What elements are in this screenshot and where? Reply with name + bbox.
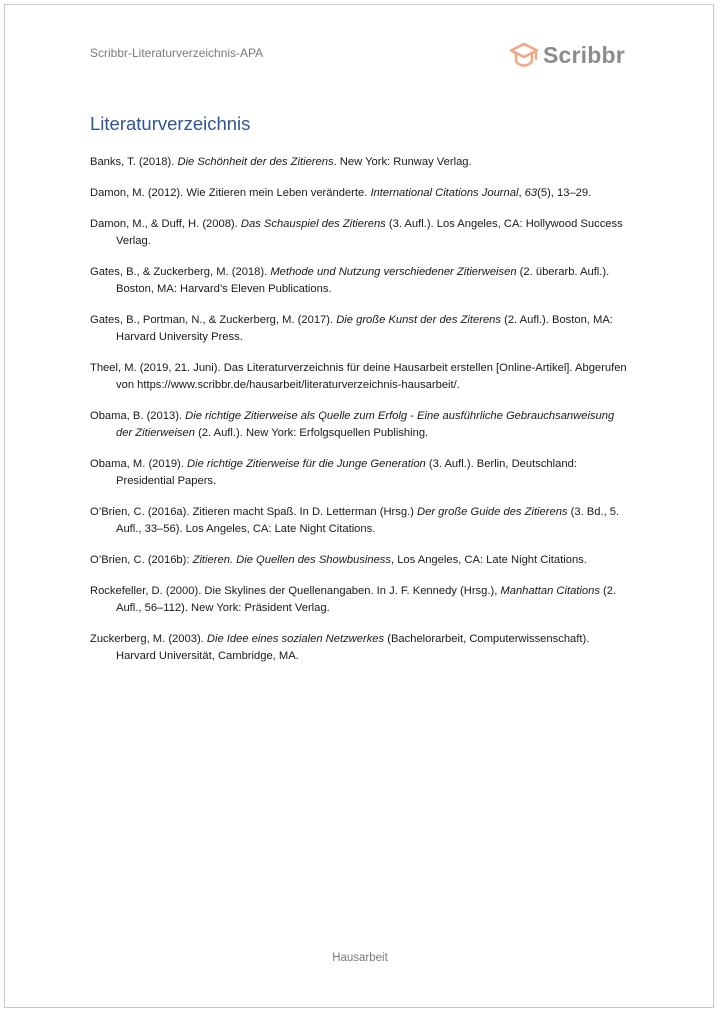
reference-entry bbox=[90, 185, 630, 202]
graduation-cap-icon bbox=[509, 41, 539, 69]
reference-entry bbox=[90, 631, 630, 665]
reference-text: Banks, T. (2018). bbox=[90, 156, 178, 168]
reference-text: Gates, B., & Zuckerberg, M. (2018). bbox=[90, 266, 271, 278]
reference-text: Zuckerberg, M. (2003). bbox=[90, 633, 207, 645]
reference-text: . New York: Runway Verlag. bbox=[333, 156, 472, 168]
reference-entry bbox=[90, 583, 630, 617]
reference-text: Obama, M. (2019). bbox=[90, 458, 187, 470]
reference-text: (3. Bd., 5. Aufl., 33–56). Los Angeles, CA: Late Night Citations. bbox=[116, 506, 620, 535]
reference-entry bbox=[90, 216, 630, 250]
reference-text: Rockefeller, D. (2000). Die Skylines der Quellenangaben. In J. F. Kennedy (Hrsg.), bbox=[90, 585, 501, 597]
reference-text: Obama, B. (2013). bbox=[90, 410, 186, 422]
document-header-title: Scribbr-Literaturverzeichnis-APA bbox=[90, 46, 264, 60]
reference-text: (2. überarb. Aufl.). Boston, MA: Harvard’s Eleven Publications. bbox=[116, 266, 610, 295]
reference-text: O’Brien, C. (2016b): bbox=[90, 554, 193, 566]
reference-italic-text: Die große Kunst der des Ziterens bbox=[336, 314, 501, 326]
reference-text: (Bachelorarbeit, Computerwissenschaft). Harvard Universität, Cambridge, MA. bbox=[116, 633, 590, 662]
reference-italic-text: Das Schauspiel des Zitierens bbox=[240, 218, 386, 230]
reference-italic-text: 63 bbox=[524, 187, 538, 199]
reference-text: (3. Aufl.). Los Angeles, CA: Hollywood Success Verlag. bbox=[116, 218, 623, 247]
reference-italic-text: Der große Guide des Zitierens bbox=[417, 506, 568, 518]
scribbr-logo bbox=[509, 40, 625, 70]
reference-entry bbox=[90, 360, 630, 394]
reference-entry bbox=[90, 456, 630, 490]
reference-italic-text: International Citations Journal bbox=[370, 187, 519, 199]
reference-italic-text: Die richtige Zitierweise für die Junge Generation bbox=[187, 458, 426, 470]
page-title: Literaturverzeichnis bbox=[90, 113, 251, 134]
reference-italic-text: Die Idee eines sozialen Netzwerkes bbox=[206, 633, 385, 645]
reference-text: O’Brien, C. (2016a). Zitieren macht Spaß. In D. Letterman (Hrsg.) bbox=[90, 506, 418, 518]
reference-entry bbox=[90, 154, 630, 171]
reference-entry bbox=[90, 552, 630, 569]
reference-text: Theel, M. (2019, 21. Juni). Das Literaturverzeichnis für deine Hausarbeit erstellen [Online-Artikel]. Abgerufen von https://www.scribbr.de/hausarbeit/literaturverzeichnis-hausarbeit/. bbox=[90, 362, 627, 391]
reference-list bbox=[90, 154, 630, 679]
reference-entry bbox=[90, 264, 630, 298]
reference-italic-text: Methode und Nutzung verschiedener Zitierweisen bbox=[270, 266, 517, 278]
reference-italic-text: Die richtige Zitierweise als Quelle zum Erfolg - Eine ausführliche Gebrauchsanweisung der Zitierweisen bbox=[116, 410, 615, 439]
logo-text: Scribbr bbox=[543, 41, 625, 68]
reference-italic-text: Manhattan Citations bbox=[500, 585, 600, 597]
page-footer: Hausarbeit bbox=[332, 952, 388, 964]
reference-entry bbox=[90, 504, 630, 538]
reference-text: (3. Aufl.). Berlin, Deutschland: Presidential Papers. bbox=[116, 458, 577, 487]
reference-entry bbox=[90, 312, 630, 346]
reference-entry bbox=[90, 408, 630, 442]
reference-text: (2. Aufl.). New York: Erfolgsquellen Publishing. bbox=[194, 427, 429, 439]
reference-text: Gates, B., Portman, N., & Zuckerberg, M. (2017). bbox=[90, 314, 337, 326]
reference-text: , Los Angeles, CA: Late Night Citations. bbox=[390, 554, 587, 566]
reference-italic-text: Die Schönheit der des Zitierens bbox=[177, 156, 334, 168]
reference-text: (5), 13–29. bbox=[537, 187, 592, 199]
reference-text: , bbox=[518, 187, 525, 199]
reference-text: (2. Aufl.). Boston, MA: Harvard University Press. bbox=[116, 314, 613, 343]
reference-italic-text: Zitieren. Die Quellen des Showbusiness bbox=[192, 554, 391, 566]
reference-text: (2. Aufl., 56–112). New York: Präsident Verlag. bbox=[116, 585, 617, 614]
reference-text: Damon, M., & Duff, H. (2008). bbox=[90, 218, 241, 230]
reference-text: Damon, M. (2012). Wie Zitieren mein Leben veränderte. bbox=[90, 187, 371, 199]
